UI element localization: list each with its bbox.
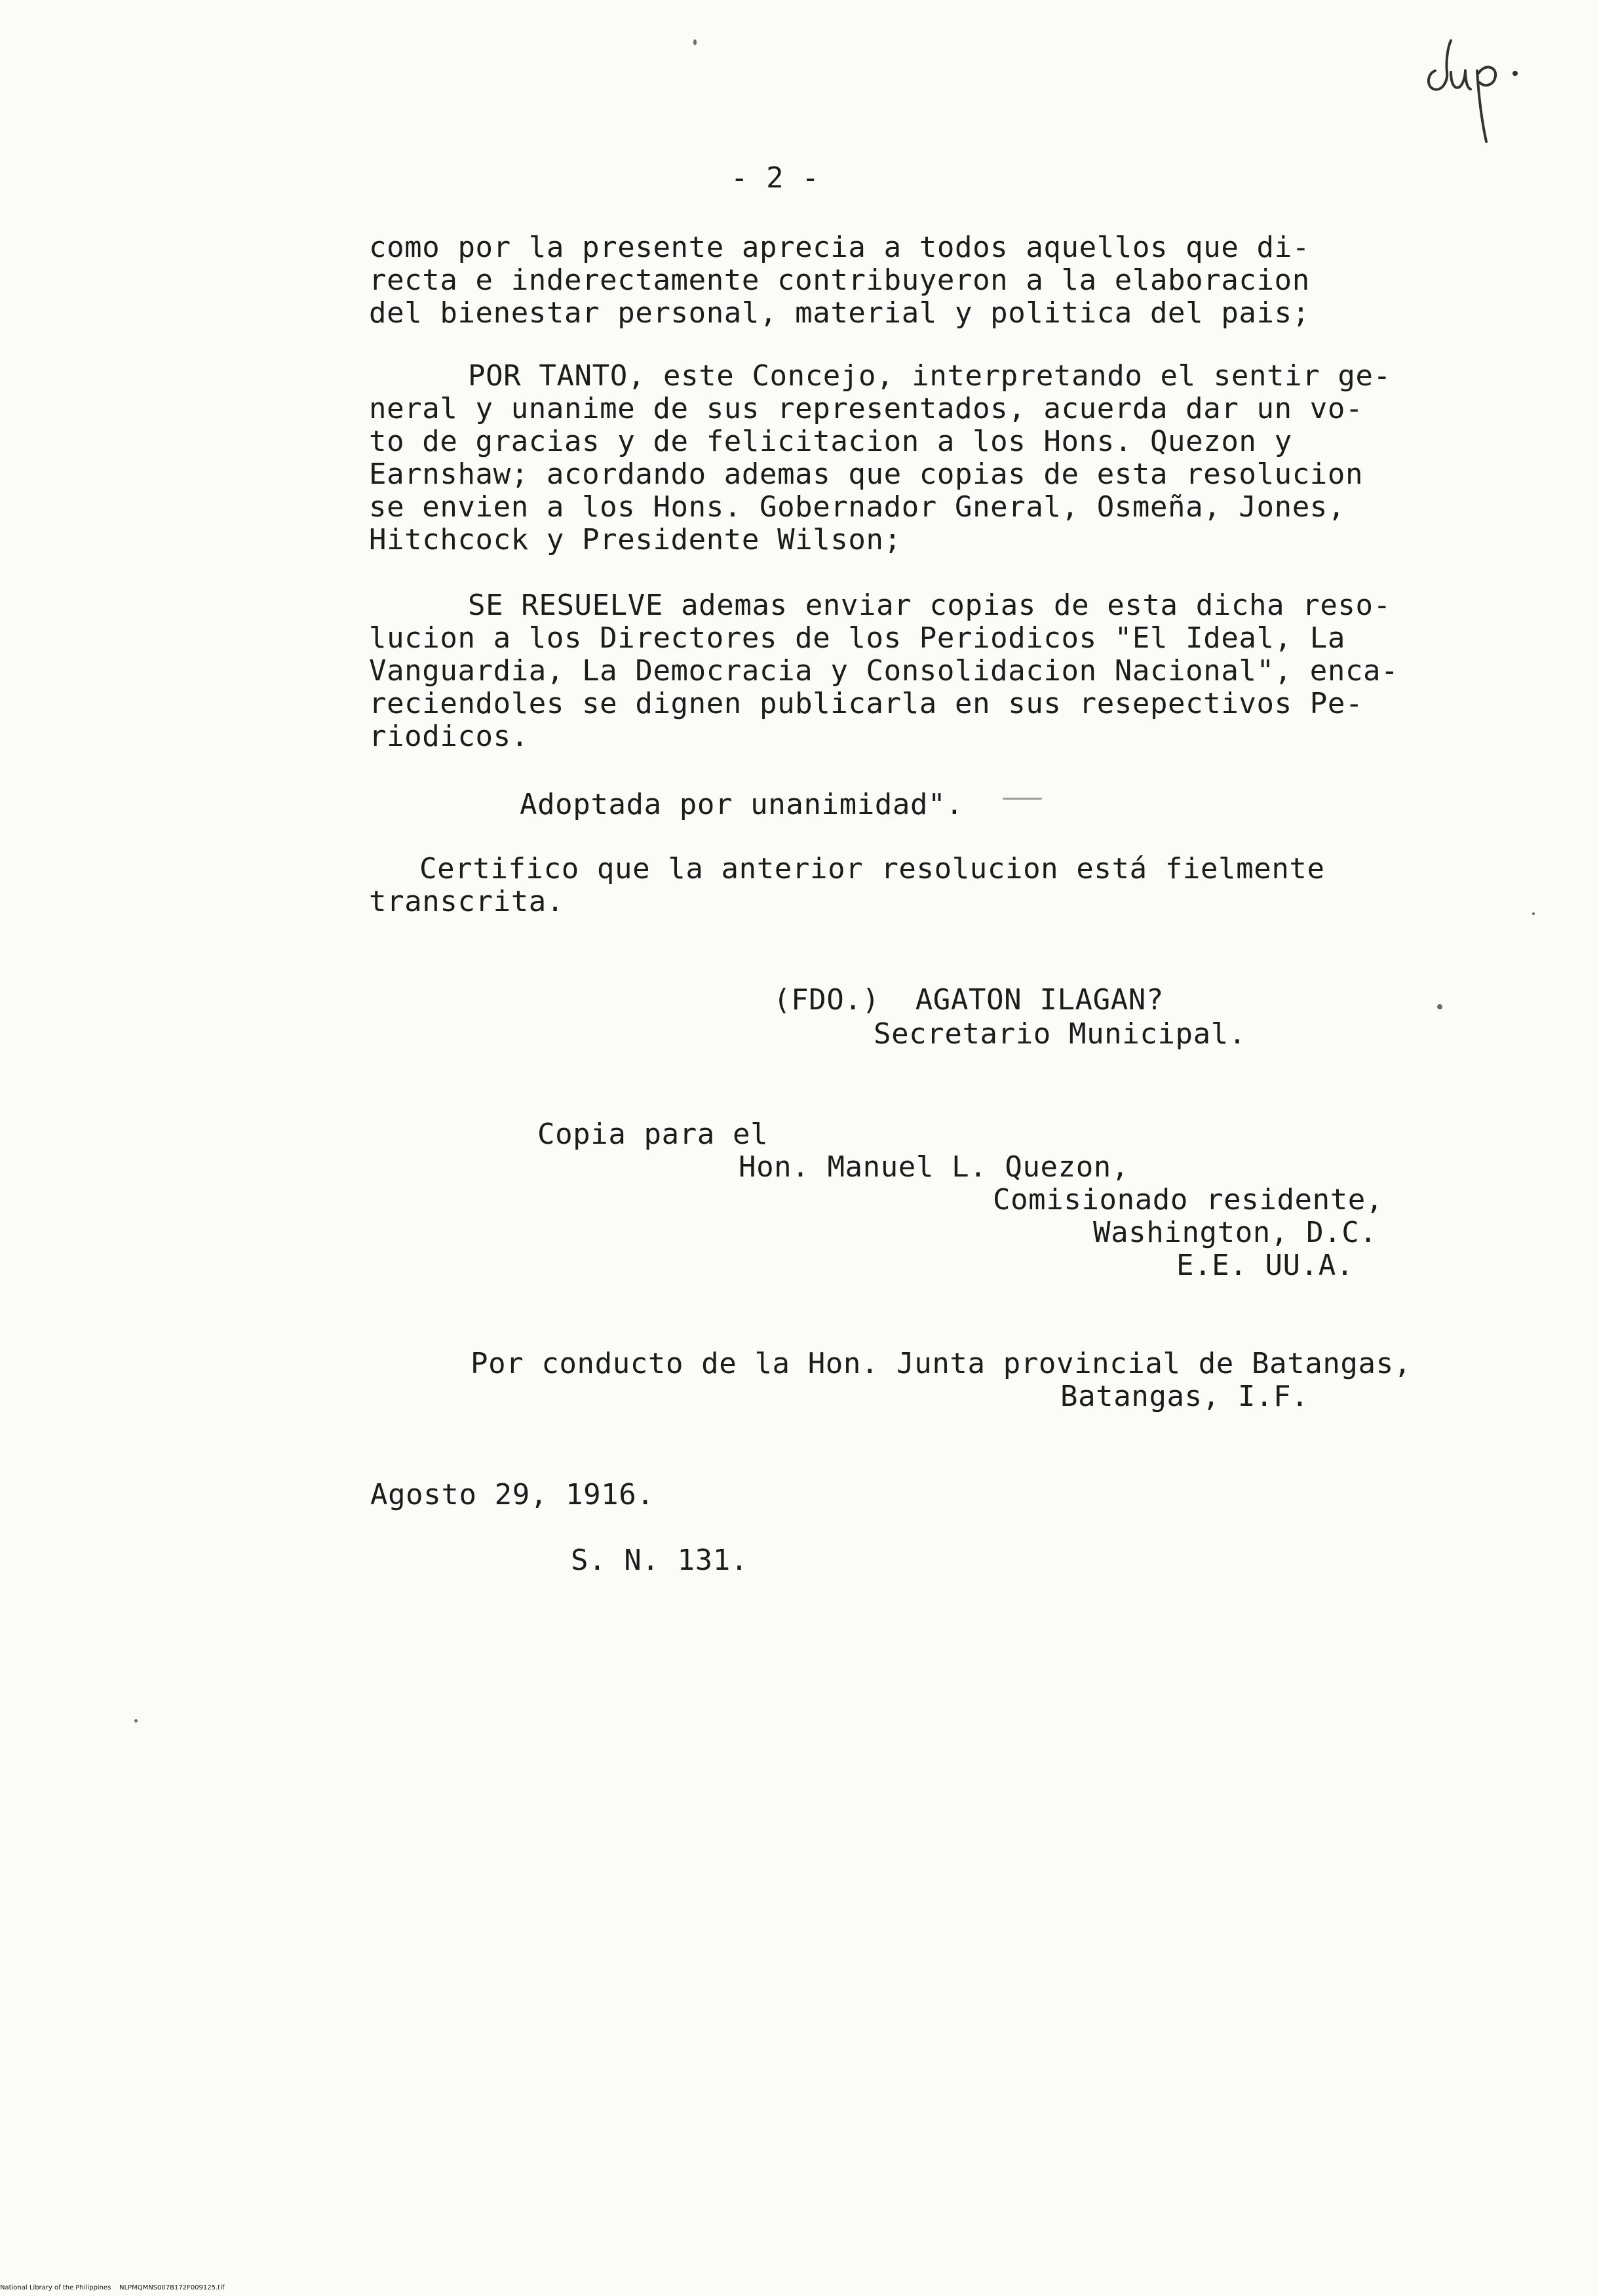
copy-intro: Copia para el <box>537 1118 769 1151</box>
text-line: reciendoles se dignen publicarla en sus resepectivos Pe- <box>369 687 1364 720</box>
text-line: neral y unanime de sus representados, acuerda dar un vo- <box>369 392 1364 425</box>
text-line: lucion a los Directores de los Periodicos "El Ideal, La <box>369 621 1345 655</box>
text-line: se envien a los Hons. Gobernador Gneral, Osmeña, Jones, <box>369 490 1345 524</box>
scan-speck <box>1532 912 1535 915</box>
text-line: to de gracias y de felicitacion a los Hons. Quezon y <box>369 425 1292 458</box>
certification-line: transcrita. <box>369 885 564 918</box>
text-line: Earnshaw; acordando ademas que copias de esta resolucion <box>369 457 1364 491</box>
copy-recipient-name: Hon. Manuel L. Quezon, <box>739 1150 1129 1184</box>
certification-line: Certifico que la anterior resolucion está fielmente <box>419 852 1325 885</box>
text-line: del bienestar personal, material y politica del pais; <box>369 296 1310 330</box>
scan-speck <box>693 39 697 45</box>
footer-caption: National Library of the Philippines NLPMQMNS007B172F009125.tif <box>0 2284 225 2291</box>
serial-number: S. N. 131. <box>571 1544 748 1577</box>
text-line: SE RESUELVE ademas enviar copias de esta dicha reso- <box>468 589 1391 622</box>
copy-recipient-country: E.E. UU.A. <box>1176 1249 1354 1282</box>
text-line: recta e inderectamente contribuyeron a la elaboracion <box>369 263 1310 297</box>
page-number: - 2 - <box>731 161 820 195</box>
scan-speck <box>1437 1004 1442 1009</box>
text-line: POR TANTO, este Concejo, interpretando el sentir ge- <box>468 359 1391 393</box>
handwritten-note <box>1422 33 1547 151</box>
scan-speck <box>1003 798 1042 800</box>
conduct-place: Batangas, I.F. <box>1060 1380 1309 1413</box>
text-line: Vanguardia, La Democracia y Consolidacion Nacional", enca- <box>369 654 1399 688</box>
copy-recipient-city: Washington, D.C. <box>1093 1216 1377 1249</box>
text-line: Hitchcock y Presidente Wilson; <box>369 523 902 556</box>
scan-speck <box>134 1719 138 1722</box>
copy-recipient-title: Comisionado residente, <box>993 1183 1383 1216</box>
text-line: como por la presente aprecia a todos aquellos que di- <box>369 231 1310 264</box>
signature-name: (FDO.) AGATON ILAGAN? <box>773 983 1164 1017</box>
conduct-line: Por conducto de la Hon. Junta provincial de Batangas, <box>471 1347 1412 1380</box>
text-line: riodicos. <box>369 720 529 753</box>
document-date: Agosto 29, 1916. <box>370 1478 655 1511</box>
signature-title: Secretario Municipal. <box>874 1017 1246 1051</box>
adoption-line: Adoptada por unanimidad". <box>520 788 964 821</box>
